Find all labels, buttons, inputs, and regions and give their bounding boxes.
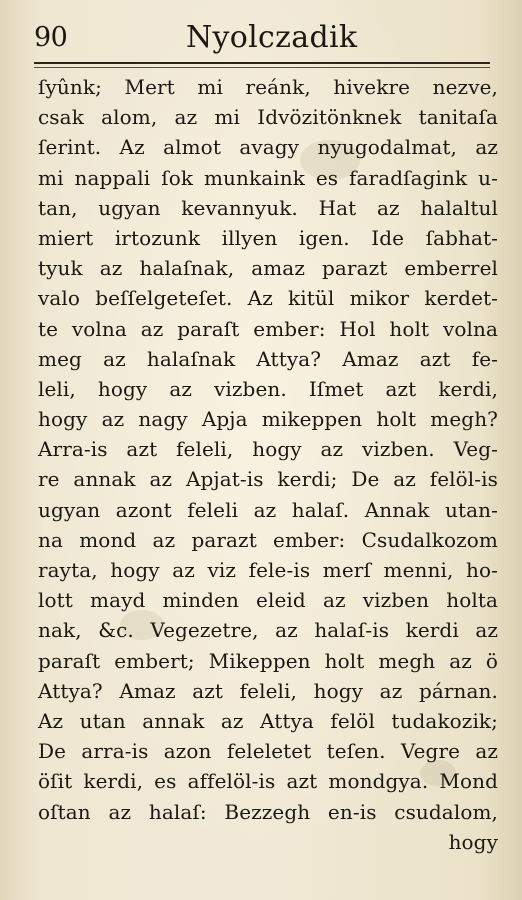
text-line: lott mayd minden eleid az vizben holta <box>38 588 498 613</box>
text-line: paraſt embert; Mikeppen holt megh az ö <box>38 648 498 673</box>
text-line: ugyan azont feleli az halaſ. Annak utan- <box>38 497 498 522</box>
catchword: hogy <box>448 829 498 854</box>
text-line: De arra-is azon feleletet teſen. Vegre az <box>38 739 498 764</box>
text-line: ſerint. Az almot avagy nyugodalmat, az <box>38 135 498 160</box>
body-text <box>38 72 498 857</box>
text-line: Attya? Amaz azt feleli, hogy az párnan. <box>38 678 498 703</box>
text-line: na mond az parazt ember: Csudalkozom <box>38 527 498 552</box>
text-line: valo beſſelgeteſet. Az kitül mikor kerdet- <box>38 286 498 311</box>
page-number: 90 <box>34 22 68 53</box>
text-line: hogy az nagy Apja mikeppen holt megh? <box>38 407 498 432</box>
text-line: tan, ugyan kevannyuk. Hat az halaltul <box>38 195 498 220</box>
text-line: ſyûnk; Mert mi reánk, hivekre nezve, <box>38 75 498 99</box>
text-line: öſit kerdi, es affelöl-is azt mondgya. Mond <box>38 769 498 794</box>
running-head: Nyolczadik <box>186 20 358 55</box>
text-line: oſtan az halaſ: Bezzegh en-is csudalom, <box>38 799 498 824</box>
text-line: csak alom, az mi Idvözitönknek tanitaſa <box>38 105 498 130</box>
text-line: mi nappali ſok munkaink es faradſagink u- <box>38 165 498 190</box>
text-line: tyuk az halaſnak, amaz parazt emberrel <box>38 256 498 281</box>
text-line: rayta, hogy az viz fele-is merſ menni, ho- <box>38 558 498 582</box>
page-header <box>34 16 500 60</box>
header-rule-thin <box>34 67 490 68</box>
text-line: miert irtozunk illyen igen. Ide ſabhat- <box>38 225 498 250</box>
text-line: meg az halaſnak Attya? Amaz azt fe- <box>38 346 498 371</box>
text-line: leli, hogy az vizben. Iſmet azt kerdi, <box>38 376 498 401</box>
header-rule <box>34 62 490 64</box>
text-line: nak, &c. Vegezetre, az halaſ-is kerdi az <box>38 618 498 643</box>
text-line: te volna az paraſt ember: Hol holt volna <box>38 316 498 341</box>
text-line: Az utan annak az Attya felöl tudakozik; <box>38 708 498 733</box>
text-line: re annak az Apjat-is kerdi; De az felöl-is <box>38 467 498 492</box>
text-line: Arra-is azt feleli, hogy az vizben. Veg- <box>38 437 498 462</box>
